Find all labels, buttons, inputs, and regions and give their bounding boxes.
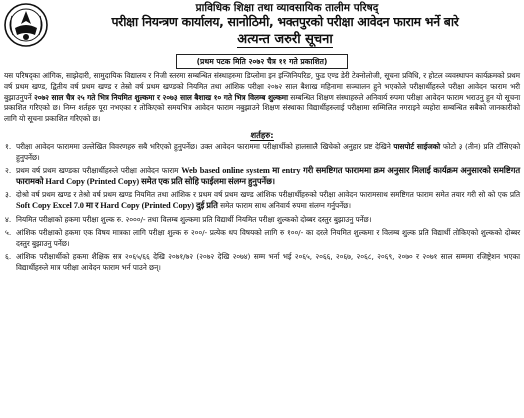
term-text-a: प्रथम वर्ष प्रथम खण्डका परीक्षार्थीहरुले परीक्षा आवेदन फाराम	[16, 166, 179, 176]
term-item	[2, 252, 520, 273]
intro-text-1: यस परिषद्का आंगिक, साझेदारी, सामुदायिक विद्यालय र निजी स्तरमा सम्बन्धित संस्थाहरुमा डिप्लोमा इन इन्जिनियरिङ, फुड एण्ड डेरी टेक्नोलोजी, सूचना प्रविधि, र होटल व्यवस्थापन कार्यक्रमको प्रथम वर्ष प्रथम खण्ड, द्वितीय वर्ष प्रथम खण्ड र तेस्रो वर्ष प्रथम खण्डको नियमित तथा आंशिक परीक्षा २०७२ साल बैशाख महिनामा सञ्चालन हुने भएकोले परीक्षार्थीहरुले परीक्षा आवेदन फाराम भरी बुझाउनुपर्ने	[4, 71, 520, 102]
term-number: ३.	[5, 190, 12, 200]
term-text-bold: पासपोर्ट साईजको	[393, 141, 441, 151]
term-number: १.	[5, 141, 12, 151]
terms-heading	[232, 130, 292, 141]
term-item	[2, 228, 520, 249]
term-text: आंशिक परीक्षार्थीको हकमा शैक्षिक सत्र २०६५/६६ देखि २०७१/७२ (२०७२ देखि २०७४) सम्म भर्ना भई २०६५, २०६६, २०६७, २०६८, २०६९, २०७० र २०७१ साल सम्ममा रजिष्ट्रेशन भएका विद्यार्थीहरुले मात्र परीक्षा आवेदन फाराम भर्न पाउने छन्।	[16, 252, 520, 272]
term-item	[2, 215, 520, 226]
notice-main-title: परीक्षा नियन्त्रण कार्यालय, सानोठिमी, भक्तपुरको परीक्षा आवेदन फाराम भर्ने बारे	[111, 14, 459, 29]
term-text	[16, 190, 520, 211]
term-text	[16, 166, 520, 187]
intro-late-deadline: बैशाख १० गते भित्र विलम्ब शुल्कमा	[194, 92, 288, 102]
term-item	[2, 142, 520, 163]
council-name: प्राविधिक शिक्षा तथा व्यावसायिक तालीम परिषद्	[195, 2, 379, 14]
notice-subtitle	[46, 31, 524, 48]
term-text-bold: Web based online system मा entry गरी समष्टिगत फाराममा क्रम अनुसार मिलाई कार्यक्रम अनुसारको समष्टिगत फाराम	[16, 166, 521, 186]
term-text-c: समेत फाराम साथ अनिवार्य रुपमा संलग्न गर्नुपर्नेछ।	[220, 200, 351, 210]
nepal-emblem-icon	[3, 2, 49, 48]
term-text: नियमित परीक्षाको हकमा परीक्षा शुल्क रु. २०००/- तथा विलम्ब शुल्कमा प्रति विद्यार्थी नियमित परीक्षा शुल्कको दोब्बर दस्तुर बुझाउनु पर्नेछ।	[16, 214, 372, 224]
term-text-a: दोश्रो वर्ष प्रथम खण्ड र तेश्रो वर्ष प्रथम खण्ड नियमित तथा आंशिक र प्रथम वर्ष प्रथम खण्ड आंशिक परीक्षार्थीहरुको परीक्षा आवेदन फारामसाथ समष्टिगत फाराम समेत तयार गरी सो को एक प्रति	[16, 190, 520, 200]
term-number: ५.	[5, 228, 12, 238]
publication-date: (प्रथम पटक मिति २०७२ चैत्र ११ गते प्रकाशित)	[176, 54, 348, 69]
intro-regular-deadline: २०७२ साल चैत्र २५ गते भित्र नियमित शुल्कमा र २०७३ साल	[33, 92, 192, 102]
term-text-bold: Soft Copy Excel 7.0 मा र Hard Copy (Printed Copy) दुई प्रति	[16, 200, 218, 210]
term-text-c: फोटो ३ (तीन) प्रति टाँसिएको हुनुपर्नेछ।	[16, 141, 521, 162]
term-text-a: परीक्षा आवेदन फाराममा उल्लेखित विवरणहरु सबै भरिएको हुनुपर्नेछ। उक्त आवेदन फाराममा परीक्षार्थीको हालसालै खिचेको अनुहार प्रष्ट देखिने	[16, 141, 391, 151]
terms-heading-text: शर्तहरु:	[250, 129, 274, 140]
term-item	[2, 166, 520, 187]
intro-paragraph	[4, 71, 520, 125]
intro-text-2: सम्बन्धित शिक्षण संस्थाहरुले अनिवार्य रुपमा परीक्षा आवेदन फाराम भराउनु हुन यो सूचना प्रकाशित गरिएको छ। निम्न शर्तहरु पूरा नभएका र तोकिएको समयभित्र आवेदन फाराम नबुझाउने शिक्षण संस्थाका विद्यार्थीहरुलाई परीक्षामा सम्मिलित नगराइने व्यहोरा सम्बन्धित सबैको जानकारीको लागि यो सूचना प्रकाशित गरिएको छ।	[4, 92, 521, 124]
term-number: ६.	[5, 252, 12, 262]
term-number: ४.	[5, 214, 12, 224]
term-text-c: को Hard Copy (Printed Copy) समेत एक प्रति सोहि फाईलमा संलग्न हुनुपर्नेछ।	[34, 176, 275, 186]
term-text	[16, 142, 520, 163]
term-item	[2, 190, 520, 211]
notice-header	[0, 0, 524, 50]
term-text: आंशिक परीक्षाको हकमा एक विषय मात्रका लागि परीक्षा शुल्क रु २००/- प्रत्येक थप विषयको लागि रु १००/- का दरले नियमित शुल्कमा र विलम्ब शुल्क प्रति विद्यार्थी तोकिएको शुल्कको दोब्बर दस्तुर बुझाउनु पर्नेछ।	[16, 228, 520, 248]
notice-subtitle-text: अत्यन्त जरुरी सूचना	[237, 32, 333, 47]
term-number: २.	[5, 166, 12, 176]
